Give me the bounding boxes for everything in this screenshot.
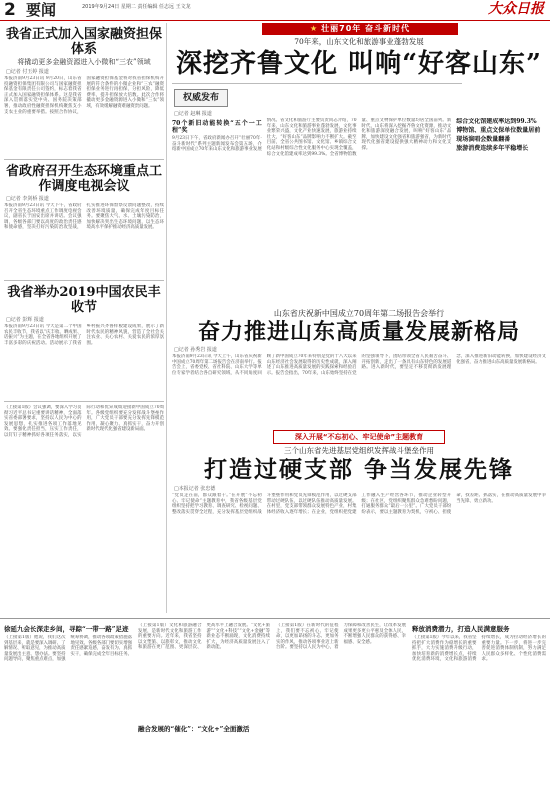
masthead (0, 0, 550, 21)
article-body: （上接第1版）今年以来，我省坚持把扩大消费作为稳增长的重要抓手，大力实施消费升级行动，加快培育新的消费增长点，持续优化消费环境，文化和旅游消费持续增长，成为拉动经济增长的重要力量。下一步，将进一步完善促进消费体制机制，努力满足人民群众多样化、个性化消费需求。 (412, 635, 546, 663)
headline-high-quality-development[interactable]: 奋力推进山东高质量发展新格局 (197, 319, 520, 345)
story-kicker: 三个山东省先进基层党组织发挥战斗堡垒作用 (284, 446, 434, 455)
divider (4, 280, 164, 281)
culture-tourism-story (172, 23, 546, 305)
byline: □记者 孙秀岩 报道 (174, 347, 217, 353)
byline: □记者 赵琳 报道 (174, 111, 212, 117)
jump-headline[interactable]: 徐延九会长深走乡间，寻踪“一带一路”足迹 (4, 625, 129, 633)
jump-column-4 (412, 623, 546, 793)
subhead: 综合文化馆建成率达到99.3% (456, 118, 537, 125)
subhead: 旅游消费连续多年平稳增长 (456, 145, 529, 152)
story-kicker: 70年来，山东文化和旅游事业蓬勃发展 (294, 37, 424, 46)
theme-education-tag: 深入开展“不忘初心、牢记使命”主题教育 (273, 430, 445, 444)
page-number: 2 (4, 0, 16, 20)
article-body-culture (172, 109, 546, 305)
byline: □本报记者 张忠德 (174, 486, 216, 492)
bottom-jump-section (0, 618, 550, 797)
jump-headline[interactable]: 融合发展的“催化”：“文化+”全面激活 (138, 725, 250, 733)
byline: □记者 付玉婷 报道 (6, 69, 49, 75)
article-body: 本报济南9月23日讯 今天上午，山东省庆祝新中国成立70周年第二场报告会在济南举行。报告会上，省委党校、省社科院、山东大学等单位专家学者结合各自研究领域，从不同角度回顾了新中国成立70年来特别是党的十八大以来山东经济社会发展取得的历史性成就，深入阐述了山东推进高质量发展的实践探索和经验启示。报告会指出，70年来，山东始终坚持在党的坚强领导下，团结带领全省人民艰苦奋斗、开拓创新，走出了一条具有山东特色的发展道路。进入新时代，要坚定不移贯彻新发展理念，深入推进新旧动能转换，加快建设经济文化强省，奋力推进山东高质量发展新格局。 (172, 354, 546, 376)
article-body: （上接第1版）文化和旅游融合发展，是新时代文化和旅游工作的重要方向。近年来，我省坚持以文塑旅、以旅彰文，推动文化和旅游在更广范围、更深层次、更高水平上融合发展。“文化+旅游”“文化+科技”“文化+金融”等新业态不断涌现，文化消费持续扩大，为经济高质量发展注入了新动能。 (138, 623, 270, 651)
article-body: （上接第1版）他说，我们这次到基层来，就是要深入调研、了解情况、听取意见，为推动高质量发展出主意、想办法。要坚持问题导向，聚焦重点难点，加强统筹协调，推动各项政策措施落地见效。各级各部门要切实增强责任感紧迫感，奋发有为、真抓实干，确保完成全年目标任务。 (4, 635, 132, 663)
article-columns: 70个新旧动能转换“五个一工程”奖 9月23日下午，省政府新闻办召开“壮丽70年·奋斗新时代”系列主题新闻发布会第五场，介绍新中国成立70年来山东文化和旅游事业发展情况。省文化和旅游厅主要负责同志介绍，70年来，山东文化和旅游事业蓬勃发展，文化事业繁荣兴盛，文化产业快速发展，旅游业持续壮大，“好客山东”品牌影响力不断扩大。截至目前，全省公共图书馆、文化馆、乡镇综合文化站和村级综合性文化服务中心实现全覆盖，综合文化馆建成率达到99.3%。全省博物馆数量、重点文物保护单位数量均居全国前列。新时代，山东将深入挖掘齐鲁文化资源，推动文化和旅游深度融合发展，叫响“好客山东”品牌，加快建设文化强省和旅游强省，为新时代现代化强省建设提供强大精神动力和文化支撑。 综合文化馆建成率达到99.3% 博物馆、重点文保单位数量居前 现场演唱会数量翻番 旅游消费连续多年平稳增长 (172, 118, 546, 304)
article-body: （上接第1版）会议强调，要深入学习贯彻习近平总书记重要讲话精神，全面落实省委部署要求，坚持以人民为中心的发展思想，扎实推进各项工作落地见效。要强化责任担当，压实工作责任，以钉钉子精神抓好各项任务落实，以实际行动和优异成绩迎接新中国成立70周年。各级党组织要充分发挥战斗堡垒作用，广大党员干部要充分发挥先锋模范作用，凝心聚力、真抓实干，奋力开创新时代现代化强省建设新局面。 (4, 405, 164, 438)
divider (172, 83, 462, 88)
issue-meta: 2019年9月24日 星期二 责任编辑 任志远 王文龙 (82, 4, 191, 10)
jump-column-2 (138, 623, 270, 793)
byline: □记者 彭辉 报道 (6, 317, 44, 323)
subhead: 博物馆、重点文保单位数量居前 (456, 127, 541, 134)
headline-culture-tourism[interactable]: 深挖齐鲁文化 叫响“好客山东” (176, 49, 542, 79)
story-kicker: 山东省庆祝新中国成立70周年第二场报告会举行 (273, 309, 445, 318)
byline: □记者 李剑桥 报道 (6, 196, 49, 202)
jump-headline[interactable]: 释放消费潜力，打造人民满意服务 (412, 625, 510, 633)
divider (4, 401, 164, 402)
party-branch-story (172, 430, 546, 616)
section-title: 要闻 (26, 1, 57, 19)
column-rule (166, 23, 167, 613)
headline-party-branch[interactable]: 打造过硬支部 争当发展先锋 (203, 456, 514, 483)
article-body: （上接第1版）在新时代的征程上，我们要不忘初心、牢记使命，以更加昂扬的斗志、更加务实的作风，推动各项事业迈上新台阶。要坚持以人民为中心，着力保障和改善民生，让改革发展成果更多更公平惠及全体人民，不断增强人民群众的获得感、幸福感、安全感。 (276, 623, 406, 651)
theme-banner: ★ 壮丽70年 奋斗新时代 (262, 23, 458, 35)
star-icon: ★ (309, 24, 319, 33)
subtitle-financing-guarantee: 将撬动更多金融资源进入小微和“三农”领域 (17, 58, 151, 66)
newspaper-logo: 大众日报 (488, 1, 544, 17)
article-body: 本报济南9月23日讯 今天下午，省政府召开全省生态环境重点工作调度电视会议，副省长于国安出席并讲话。会议强调，各级各部门要以高度的政治责任感和使命感，坚决打好污染防治攻坚战，扎实推进环保督察反馈问题整改，持续改善环境质量，确保完成年度目标任务。要聚焦大气、水、土壤污染防治，加快解决突出生态环境问题，以生态环境高水平保护推动经济高质量发展。 (4, 203, 164, 231)
article-body: 本报济南9月23日讯 今天是第二个中国农民丰收节，我省以“庆丰收、晒成果、话振兴”为主题，在全省各地组织开展了丰富多彩的庆祝活动。活动展示了我省乡村振兴齐鲁样板建设成果，展示了新时代农民的精神风貌，营造了全社会关注农业、关心农村、关爱农民的浓厚氛围。 (4, 324, 164, 346)
jump-column-1 (4, 623, 132, 793)
jump-column-3 (276, 623, 406, 793)
subhead: 70个新旧动能转换“五个一工程”奖 (172, 120, 262, 134)
left-column (4, 23, 164, 613)
authority-release-label: 权威发布 (174, 89, 228, 107)
headline-eco-meeting[interactable]: 省政府召开生态环境重点工作调度电视会议 (5, 164, 162, 194)
article-body: “党员走在前，群众跟着干。”在开展“不忘初心、牢记使命”主题教育中，我省各级基层党组织坚持把学习教育、调查研究、检视问题、整改落实贯穿全过程，充分发挥基层党组织战斗堡垒作用和党员先锋模范作用，以过硬支部带动过硬队伍，以过硬队伍推动高质量发展。在村里，党支部带领群众发展特色产业，村集体经济收入逐年增长；在企业，党组织把党建工作融入生产经营各环节，推动企业转型升级；在社区，党组织聚焦群众急难愁盼问题，打通服务群众“最后一公里”。广大党员干部纷纷表示，要以主题教育为契机，守初心、担使命，找差距、抓落实，在推动高质量发展中争当先锋、勇立新功。 (172, 493, 546, 515)
divider (4, 159, 164, 160)
headline-harvest-festival[interactable]: 我省举办2019中国农民丰收节 (7, 285, 161, 315)
headline-financing-guarantee[interactable]: 我省正式加入国家融资担保体系 (5, 27, 162, 57)
article-body: 本报济南9月23日讯 9月20日，山东省投融资担保集团有限公司与国家融资担保基金有限责任公司签约，标志着我省正式加入国家融资担保体系。这是我省深入贯彻落实党中央、国务院决策部署，推动政府性融资担保机构聚焦支小支农主业的重要举措。按照合作协议，国家融资担保基金将对我省担保机构开展的符合条件的小微企业和“三农”融资担保业务进行再担保，分担风险，降低费率，提升担保放大倍数。此次合作将撬动更多金融资源进入小微和“三农”领域，有效缓解融资难融资贵问题。 (4, 76, 164, 115)
subhead: 现场演唱会数量翻番 (456, 136, 511, 143)
report-meeting-story (172, 307, 546, 427)
